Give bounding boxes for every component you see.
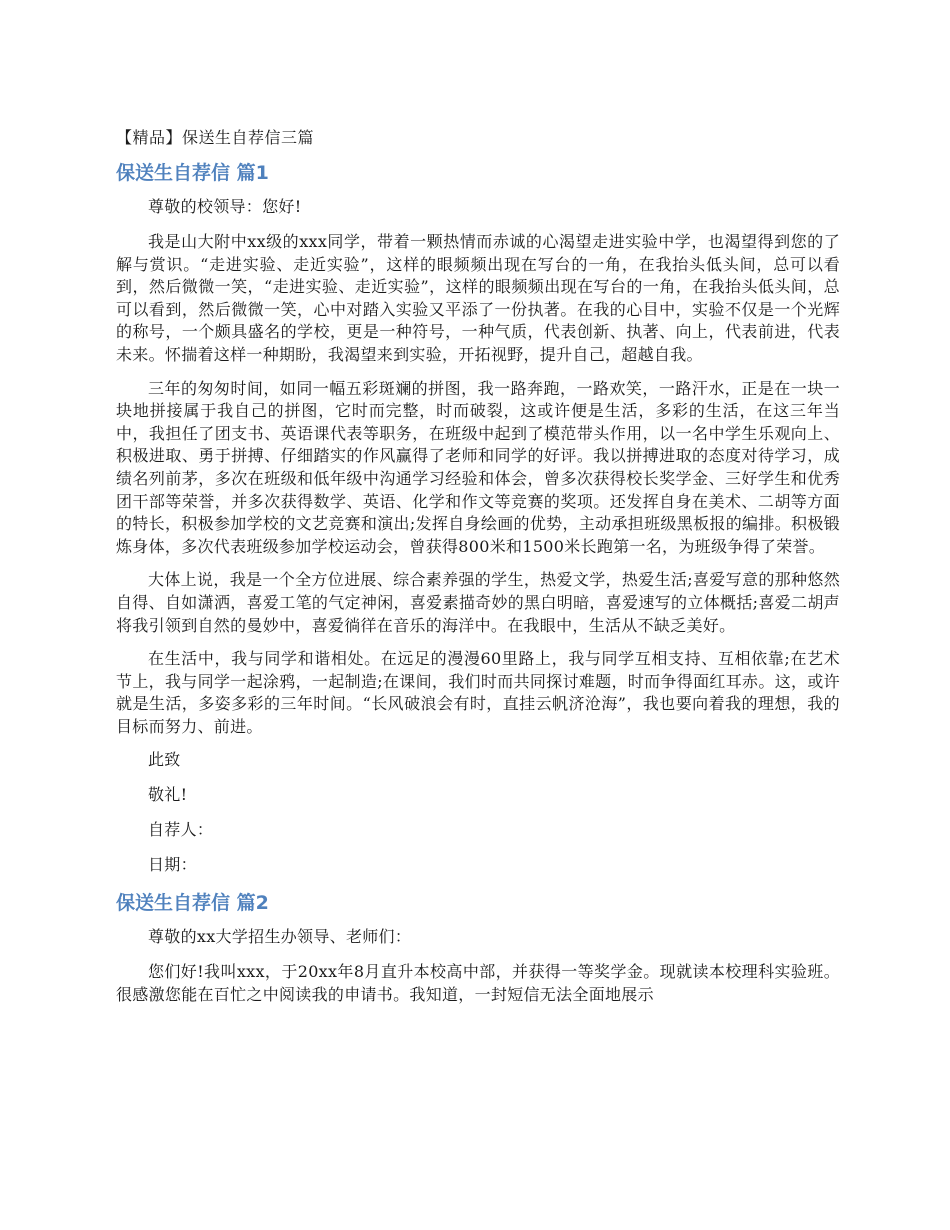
closing-greeting: 敬礼! — [148, 785, 188, 805]
signer-line: 自荐人： — [148, 820, 214, 840]
closing-line: 此致 — [148, 750, 181, 770]
section-heading-1: 保送生自荐信 篇1 — [116, 162, 269, 184]
salutation: 尊敬的校领导：您好! — [148, 197, 302, 216]
letter-section-2 — [116, 890, 840, 1006]
salutation: 尊敬的xx大学招生办领导、老师们： — [148, 927, 412, 947]
document-page — [116, 126, 840, 1018]
letter-section-1 — [116, 160, 840, 876]
date-line: 日期： — [148, 855, 197, 875]
body-paragraph: 大体上说，我是一个全方位进展、综合素养强的学生，热爱文学，热爱生活;喜爱写意的那种悠然自得、自如潇洒，喜爱工笔的气定神闲，喜爱素描奇妙的黑白明暗，喜爱速写的立体概括;喜爱二胡声将我引领到自然的曼妙中，喜爱徜徉在音乐的海洋中。在我眼中，生活从不缺乏美好。 — [116, 570, 840, 635]
document-title: 【精品】保送生自荐信三篇 — [116, 128, 315, 147]
body-paragraph: 在生活中，我与同学和谐相处。在远足的漫漫60里路上，我与同学互相支持、互相依靠;在艺术节上，我与同学一起涂鸦，一起制造;在课间，我们时而共同探讨难题，时而争得面红耳赤。这，或许就是生活，多姿多彩的三年时间。“长风破浪会有时，直挂云帆济沧海”，我也要向着我的理想，我的目标而努力、前进。 — [116, 649, 840, 736]
body-paragraph: 您们好!我叫xxx，于20xx年8月直升本校高中部，并获得一等奖学金。现就读本校理科实验班。很感激您能在百忙之中阅读我的申请书。我知道，一封短信无法全面地展示 — [116, 962, 840, 1005]
body-paragraph: 我是山大附中xx级的xxx同学，带着一颗热情而赤诚的心渴望走进实验中学，也渴望得到您的了解与赏识。“走进实验、走近实验”，这样的眼频频出现在写台的一角，在我抬头低头间，总可以看到，然后微微一笑，“走进实验、走近实验”，这样的眼频频出现在写台的一角，在我抬头低头间，总可以看到，然后微微一笑，心中对踏入实验又平添了一份执著。在我的心目中，实验不仅是一个光辉的称号，一个颇具盛名的学校，更是一种符号，一种气质，代表创新、执著、向上，代表前进，代表未来。怀揣着这样一种期盼，我渴望来到实验，开拓视野，提升自己，超越自我。 — [116, 232, 840, 364]
body-paragraph: 三年的匆匆时间，如同一幅五彩斑斓的拼图，我一路奔跑，一路欢笑，一路汗水，正是在一块一块地拼接属于我自己的拼图，它时而完整，时而破裂，这或许便是生活，多彩的生活，在这三年当中，我担任了团支书、英语课代表等职务，在班级中起到了模范带头作用，以一名中学生乐观向上、积极进取、勇于拼搏、仔细踏实的作风赢得了老师和同学的好评。我以拼搏进取的态度对待学习，成绩名列前茅，多次在班级和低年级中沟通学习经验和体会，曾多次获得校长奖学金、三好学生和优秀团干部等荣誉，并多次获得数学、英语、化学和作文等竞赛的奖项。还发挥自身在美术、二胡等方面的特长，积极参加学校的文艺竞赛和演出;发挥自身绘画的优势，主动承担班级黑板报的编排。积极锻炼身体，多次代表班级参加学校运动会，曾获得800米和1500米长跑第一名，为班级争得了荣誉。 — [116, 378, 840, 556]
section-heading-2: 保送生自荐信 篇2 — [116, 892, 269, 915]
